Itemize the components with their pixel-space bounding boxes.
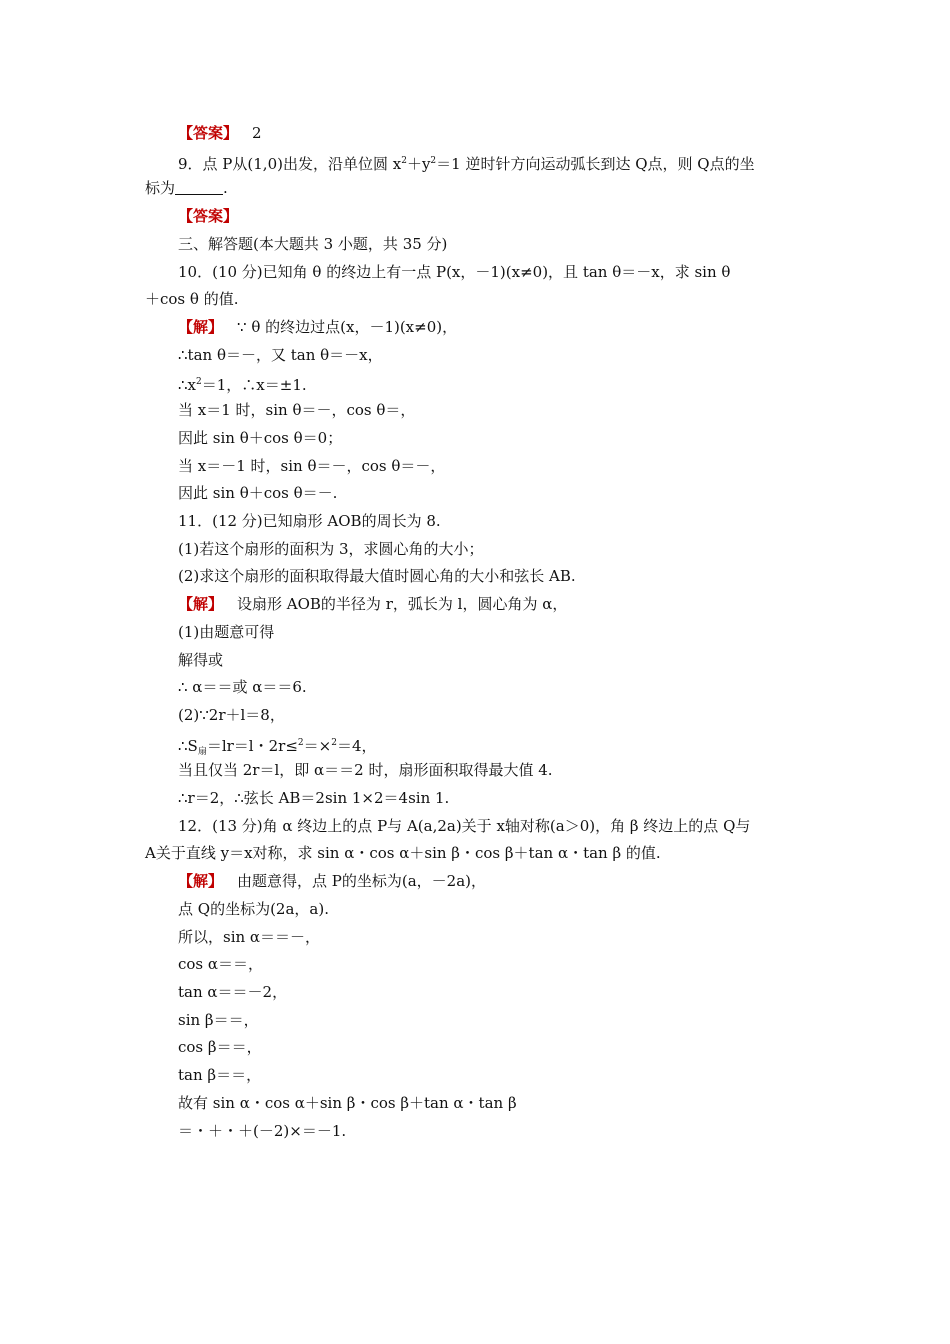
q10-line-2: ＋cos θ 的值. xyxy=(145,290,239,308)
solution-line: (2)∵2r＋l＝8， xyxy=(178,706,285,724)
solution-line: 解得或 xyxy=(178,651,224,669)
q9-text: 标为 xyxy=(145,179,176,197)
solution-line: (1)由题意可得 xyxy=(178,623,275,641)
solution-line: 所以，sin α＝＝－， xyxy=(178,928,321,946)
solution-line: 当 x＝－1 时，sin θ＝－，cos θ＝－， xyxy=(178,457,446,475)
solution-line: sin β＝＝， xyxy=(178,1011,259,1029)
answer-tag: 【答案】 xyxy=(178,207,239,225)
solution-line: 当 x＝1 时，sin θ＝－，cos θ＝， xyxy=(178,401,416,419)
solution-text: 由题意得，点 P的坐标为(a，－2a)， xyxy=(237,872,487,890)
solution-line: 故有 sin α・cos α＋sin β・cos β＋tan α・tan β xyxy=(178,1094,517,1112)
solution-tag: 【解】 xyxy=(178,872,224,890)
q9-text: ＋y xyxy=(406,155,431,173)
solution-line xyxy=(178,733,858,757)
section-heading: 三、解答题(本大题共 3 小题，共 35 分) xyxy=(178,235,448,253)
solution-text: ∴x xyxy=(178,376,197,394)
solution-line: ∴ α＝＝或 α＝＝6. xyxy=(178,678,307,696)
q10-solution-line xyxy=(178,317,858,337)
q12-line-1: 12．(13 分)角 α 终边上的点 P与 A(a,2a)关于 x轴对称(a＞0)，角 β 终边上的点 Q与 xyxy=(178,817,751,835)
q11-line-1: 11．(12 分)已知扇形 AOB的周长为 8. xyxy=(178,512,441,530)
solution-tag: 【解】 xyxy=(178,595,224,613)
superscript: 2 xyxy=(430,156,437,166)
solution-text: ＝4， xyxy=(336,737,377,755)
superscript: 2 xyxy=(297,738,304,748)
solution-line: 点 Q的坐标为(2a，a). xyxy=(178,900,329,918)
solution-line: cos β＝＝， xyxy=(178,1038,262,1056)
q12-solution-line xyxy=(178,871,858,891)
subscript: 扇 xyxy=(197,747,207,757)
solution-line: ＝・＋・＋(－2)×＝－1. xyxy=(178,1122,347,1140)
solution-text: ∵ θ 的终边过点(x，－1)(x≠0)， xyxy=(237,318,458,336)
q10-line-1: 10．(10 分)已知角 θ 的终边上有一点 P(x，－1)(x≠0)，且 tan θ＝－x，求 sin θ xyxy=(178,263,731,281)
solution-line: tan β＝＝， xyxy=(178,1066,262,1084)
solution-tag: 【解】 xyxy=(178,318,224,336)
superscript: 2 xyxy=(196,377,202,387)
solution-line: 因此 sin θ＋cos θ＝－. xyxy=(178,484,338,502)
solution-text: ＝× xyxy=(303,737,332,755)
solution-text: ∴S xyxy=(178,737,198,755)
answer-value: 2 xyxy=(252,124,262,142)
solution-text: ＝1，∴x＝±1. xyxy=(201,376,307,394)
superscript: 2 xyxy=(331,738,337,748)
q9-line-2 xyxy=(145,178,825,198)
q9-text: ＝1 逆时针方向运动弧长到达 Q点，则 Q点的坐 xyxy=(436,155,755,173)
fill-in-blank xyxy=(175,180,223,195)
answer-tag: 【答案】 xyxy=(178,124,239,142)
q9-text: . xyxy=(223,179,228,197)
solution-line: 当且仅当 2r＝l，即 α＝＝2 时，扇形面积取得最大值 4. xyxy=(178,761,553,779)
q11-solution-line xyxy=(178,594,858,614)
q11-line-3: (2)求这个扇形的面积取得最大值时圆心角的大小和弦长 AB. xyxy=(178,567,576,585)
solution-line: tan α＝＝－2， xyxy=(178,983,288,1001)
solution-text: 设扇形 AOB的半径为 r，弧长为 l，圆心角为 α， xyxy=(237,595,568,613)
q9-line-1 xyxy=(178,151,858,171)
q9-text: 9．点 P从(1,0)出发，沿单位圆 x xyxy=(178,155,402,173)
solution-line: 因此 sin θ＋cos θ＝0； xyxy=(178,429,343,447)
solution-line: ∴r＝2，∴弦长 AB＝2sin 1×2＝4sin 1. xyxy=(178,789,450,807)
solution-line: cos α＝＝， xyxy=(178,955,264,973)
q8-answer-line xyxy=(178,123,858,143)
q11-line-2: (1)若这个扇形的面积为 3，求圆心角的大小； xyxy=(178,540,484,558)
superscript: 2 xyxy=(401,156,407,166)
solution-line: ∴tan θ＝－，又 tan θ＝－x， xyxy=(178,346,383,364)
solution-text: ＝lr＝l・2r≤ xyxy=(206,737,298,755)
q12-line-2: A关于直线 y＝x对称，求 sin α・cos α＋sin β・cos β＋tan α・tan β 的值. xyxy=(145,844,661,862)
q9-answer-line xyxy=(178,206,858,226)
solution-line xyxy=(178,372,858,392)
